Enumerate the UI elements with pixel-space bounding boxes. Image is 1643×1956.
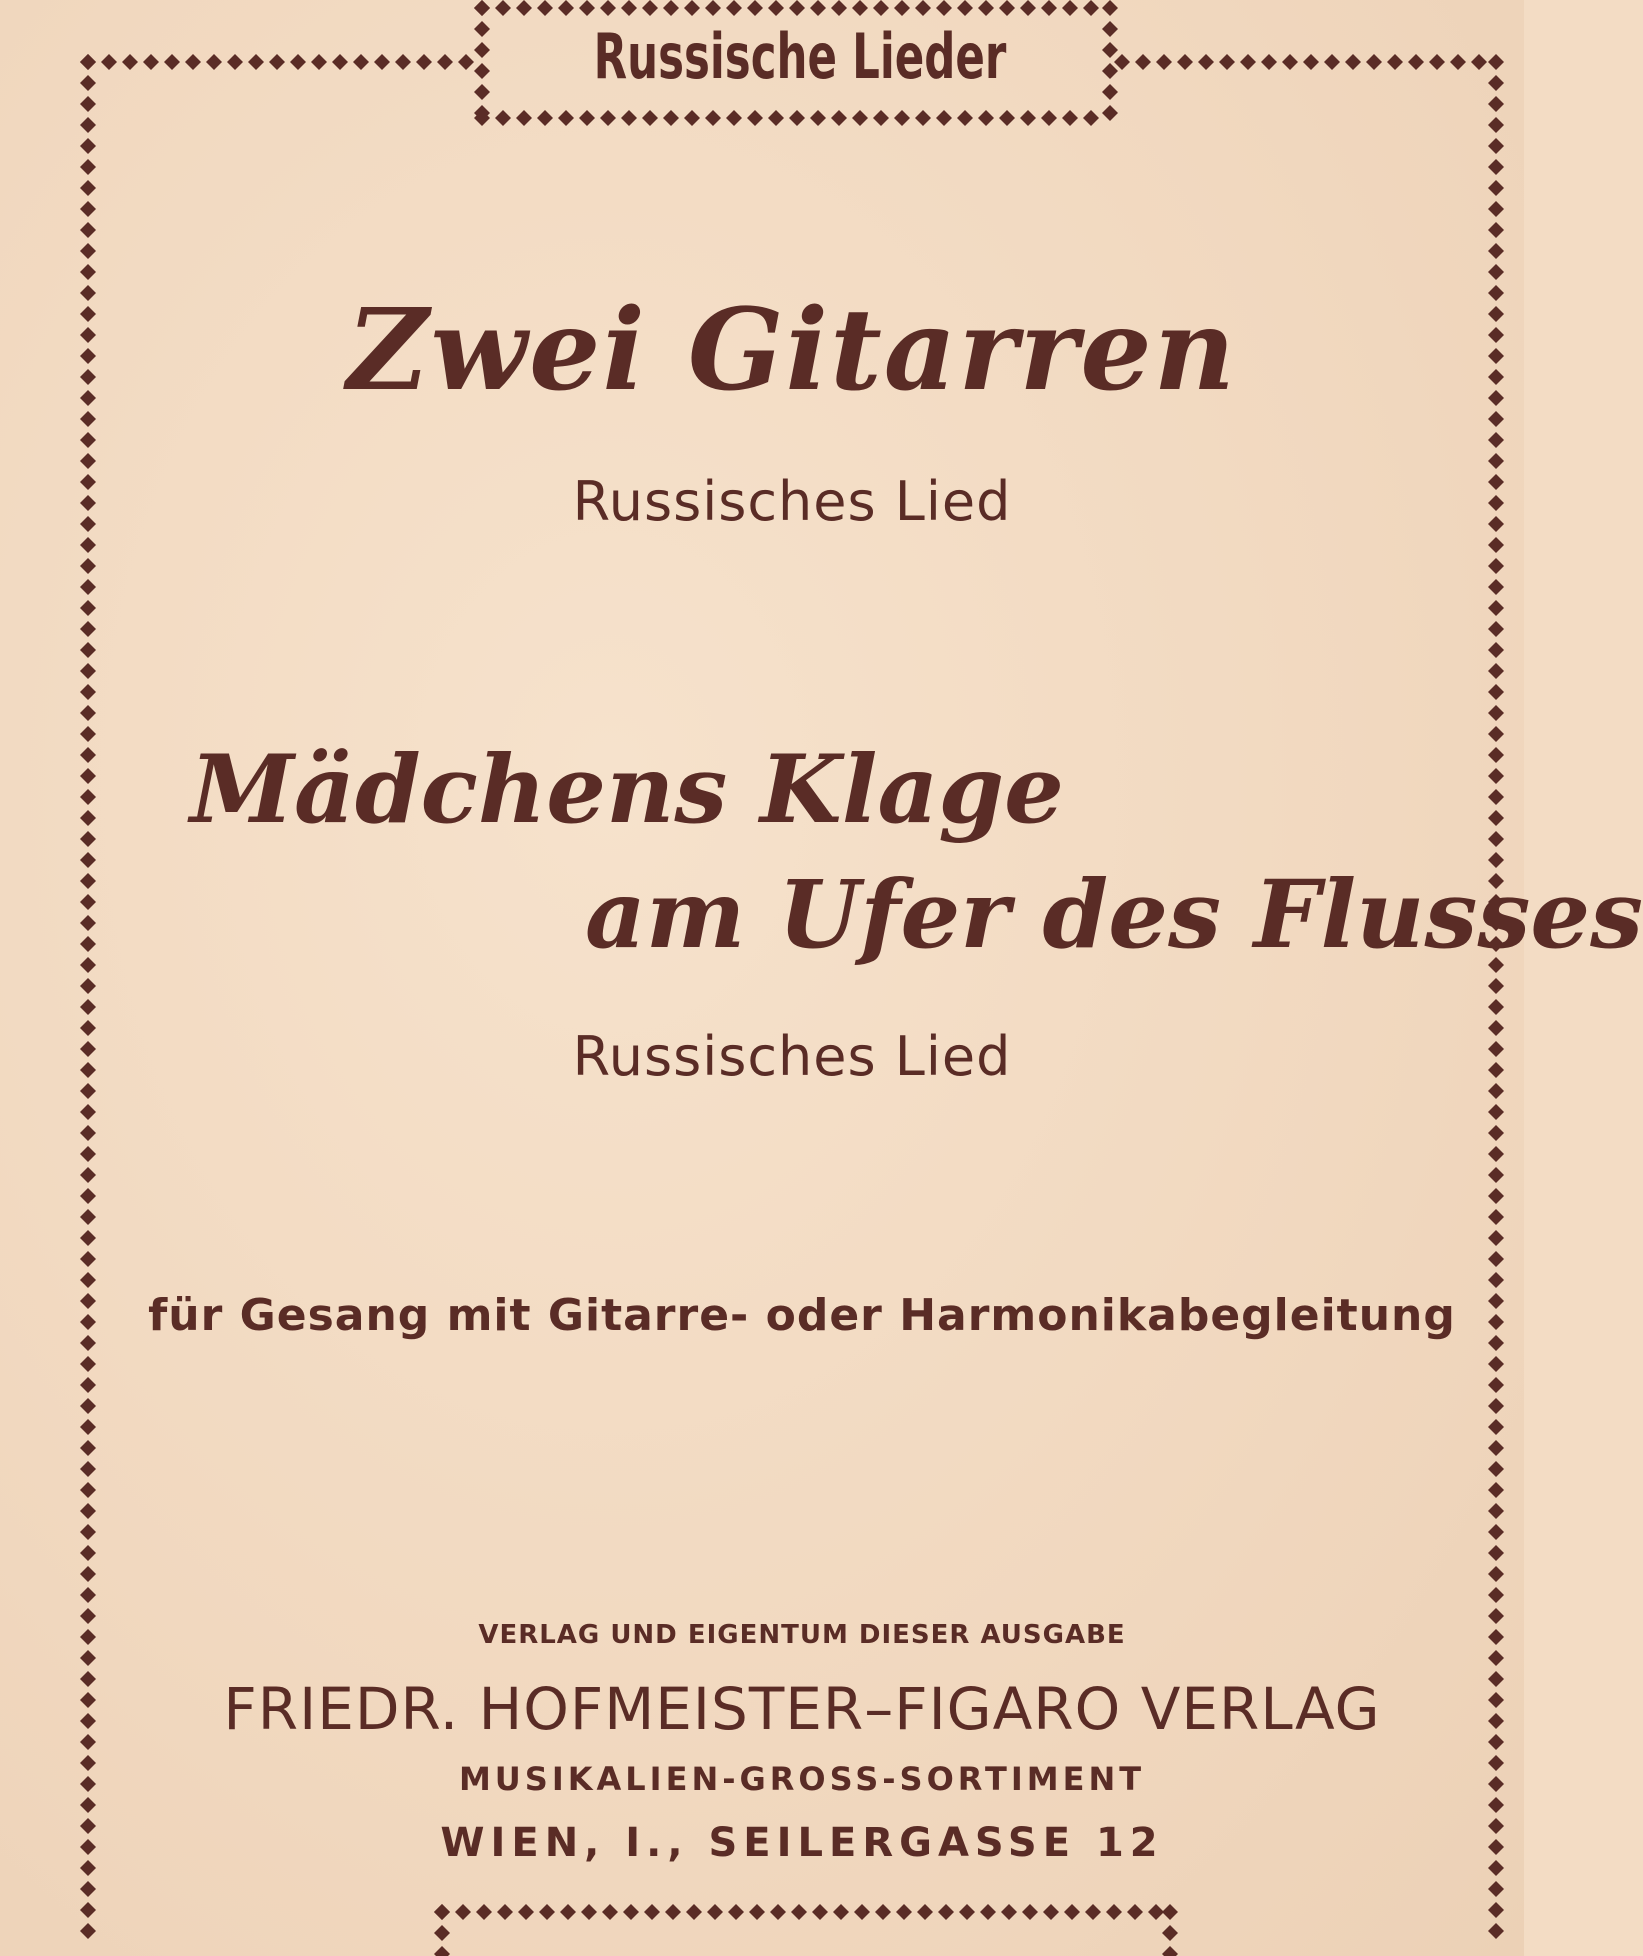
border-diamond bbox=[495, 110, 511, 126]
border-diamond bbox=[1102, 84, 1118, 100]
border-diamond bbox=[1219, 54, 1235, 70]
border-diamond bbox=[873, 110, 889, 126]
border-diamond bbox=[80, 978, 96, 994]
border-diamond bbox=[80, 642, 96, 658]
border-diamond bbox=[434, 1946, 450, 1956]
border-diamond bbox=[80, 957, 96, 973]
border-diamond bbox=[915, 0, 931, 16]
border-diamond bbox=[1387, 54, 1403, 70]
border-diamond bbox=[80, 1356, 96, 1372]
border-diamond bbox=[1488, 1881, 1504, 1897]
border-diamond bbox=[474, 84, 490, 100]
border-diamond bbox=[80, 810, 96, 826]
border-diamond bbox=[1020, 110, 1036, 126]
border-diamond bbox=[374, 54, 390, 70]
border-diamond bbox=[1102, 21, 1118, 37]
border-diamond bbox=[474, 42, 490, 58]
border-diamond bbox=[1488, 1209, 1504, 1225]
border-diamond bbox=[789, 110, 805, 126]
border-diamond bbox=[80, 180, 96, 196]
border-diamond bbox=[810, 0, 826, 16]
border-diamond bbox=[1488, 705, 1504, 721]
border-diamond bbox=[80, 894, 96, 910]
border-diamond bbox=[1488, 1482, 1504, 1498]
border-diamond bbox=[332, 54, 348, 70]
border-diamond bbox=[395, 54, 411, 70]
border-diamond bbox=[621, 110, 637, 126]
border-diamond bbox=[80, 579, 96, 595]
border-diamond bbox=[1488, 1230, 1504, 1246]
border-diamond bbox=[1022, 1904, 1038, 1920]
border-diamond bbox=[1488, 243, 1504, 259]
border-diamond bbox=[705, 110, 721, 126]
border-diamond bbox=[1041, 110, 1057, 126]
border-diamond bbox=[1102, 63, 1118, 79]
border-diamond bbox=[1488, 159, 1504, 175]
border-diamond bbox=[80, 1587, 96, 1603]
border-diamond bbox=[80, 663, 96, 679]
border-diamond bbox=[80, 201, 96, 217]
border-diamond bbox=[644, 1904, 660, 1920]
border-diamond bbox=[1429, 54, 1445, 70]
publisher-address: WIEN, I., SEILERGASSE 12 bbox=[440, 1820, 1164, 1866]
border-diamond bbox=[1345, 54, 1361, 70]
border-diamond bbox=[768, 0, 784, 16]
border-diamond bbox=[1488, 1923, 1504, 1939]
border-diamond bbox=[434, 1925, 450, 1941]
border-diamond bbox=[537, 0, 553, 16]
border-diamond bbox=[1162, 1925, 1178, 1941]
border-diamond bbox=[959, 1904, 975, 1920]
border-diamond bbox=[80, 1251, 96, 1267]
border-diamond bbox=[1488, 1356, 1504, 1372]
border-diamond bbox=[248, 54, 264, 70]
border-diamond bbox=[1488, 432, 1504, 448]
border-diamond bbox=[80, 789, 96, 805]
border-diamond bbox=[474, 0, 490, 16]
border-diamond bbox=[581, 1904, 597, 1920]
border-diamond bbox=[1106, 1904, 1122, 1920]
border-diamond bbox=[1083, 110, 1099, 126]
border-diamond bbox=[1488, 1251, 1504, 1267]
border-diamond bbox=[1488, 1503, 1504, 1519]
border-diamond bbox=[1162, 1904, 1178, 1920]
border-diamond bbox=[1261, 54, 1277, 70]
border-diamond bbox=[875, 1904, 891, 1920]
publisher-assortment: MUSIKALIEN-GROSS-SORTIMENT bbox=[458, 1760, 1146, 1798]
border-diamond bbox=[665, 1904, 681, 1920]
border-diamond bbox=[80, 1104, 96, 1120]
border-diamond bbox=[1488, 1104, 1504, 1120]
border-diamond bbox=[558, 110, 574, 126]
accompaniment-note: für Gesang mit Gitarre- oder Harmonikabegleitung bbox=[148, 1290, 1456, 1341]
border-diamond bbox=[1043, 1904, 1059, 1920]
border-diamond bbox=[602, 1904, 618, 1920]
border-diamond bbox=[852, 0, 868, 16]
border-diamond bbox=[728, 1904, 744, 1920]
border-diamond bbox=[1127, 1904, 1143, 1920]
border-diamond bbox=[80, 1188, 96, 1204]
border-diamond bbox=[1488, 264, 1504, 280]
border-diamond bbox=[1062, 0, 1078, 16]
border-diamond bbox=[999, 0, 1015, 16]
border-diamond bbox=[810, 110, 826, 126]
border-diamond bbox=[1062, 110, 1078, 126]
border-diamond bbox=[1488, 1398, 1504, 1414]
border-diamond bbox=[80, 75, 96, 91]
border-diamond bbox=[1156, 54, 1172, 70]
border-diamond bbox=[894, 0, 910, 16]
border-diamond bbox=[80, 915, 96, 931]
border-diamond bbox=[749, 1904, 765, 1920]
border-diamond bbox=[1488, 1461, 1504, 1477]
border-diamond bbox=[747, 110, 763, 126]
border-diamond bbox=[516, 0, 532, 16]
border-diamond bbox=[1488, 579, 1504, 595]
border-diamond bbox=[1488, 1125, 1504, 1141]
border-diamond bbox=[852, 110, 868, 126]
border-diamond bbox=[80, 138, 96, 154]
border-diamond bbox=[1488, 138, 1504, 154]
border-diamond bbox=[1408, 54, 1424, 70]
border-diamond bbox=[1488, 642, 1504, 658]
border-diamond bbox=[416, 54, 432, 70]
border-diamond bbox=[684, 110, 700, 126]
border-diamond bbox=[455, 1904, 471, 1920]
border-diamond bbox=[80, 1566, 96, 1582]
border-diamond bbox=[143, 54, 159, 70]
border-diamond bbox=[80, 936, 96, 952]
border-diamond bbox=[1488, 1650, 1504, 1666]
border-diamond bbox=[80, 852, 96, 868]
border-diamond bbox=[560, 1904, 576, 1920]
border-diamond bbox=[311, 54, 327, 70]
border-diamond bbox=[101, 54, 117, 70]
border-diamond bbox=[80, 432, 96, 448]
border-diamond bbox=[579, 110, 595, 126]
border-diamond bbox=[957, 110, 973, 126]
border-diamond bbox=[558, 0, 574, 16]
border-diamond bbox=[80, 726, 96, 742]
border-diamond bbox=[80, 222, 96, 238]
border-diamond bbox=[1282, 54, 1298, 70]
border-diamond bbox=[1488, 96, 1504, 112]
publisher-name: FRIEDR. HOFMEISTER–FIGARO VERLAG bbox=[223, 1675, 1381, 1743]
border-diamond bbox=[980, 1904, 996, 1920]
border-diamond bbox=[80, 600, 96, 616]
border-diamond bbox=[978, 0, 994, 16]
border-diamond bbox=[80, 705, 96, 721]
border-diamond bbox=[1488, 1167, 1504, 1183]
border-diamond bbox=[726, 110, 742, 126]
border-diamond bbox=[831, 110, 847, 126]
border-diamond bbox=[663, 0, 679, 16]
border-diamond bbox=[999, 110, 1015, 126]
border-diamond bbox=[80, 537, 96, 553]
series-title: Russische Lieder bbox=[593, 20, 1007, 93]
border-diamond bbox=[474, 21, 490, 37]
border-diamond bbox=[726, 0, 742, 16]
border-diamond bbox=[978, 110, 994, 126]
border-diamond bbox=[1488, 621, 1504, 637]
border-diamond bbox=[1488, 999, 1504, 1015]
border-diamond bbox=[80, 1230, 96, 1246]
border-diamond bbox=[80, 1923, 96, 1939]
border-diamond bbox=[938, 1904, 954, 1920]
border-diamond bbox=[1488, 117, 1504, 133]
border-diamond bbox=[80, 1272, 96, 1288]
border-diamond bbox=[80, 747, 96, 763]
border-diamond bbox=[623, 1904, 639, 1920]
border-diamond bbox=[1102, 42, 1118, 58]
border-diamond bbox=[1102, 0, 1118, 16]
border-diamond bbox=[80, 1482, 96, 1498]
border-diamond bbox=[663, 110, 679, 126]
border-diamond bbox=[164, 54, 180, 70]
border-diamond bbox=[1177, 54, 1193, 70]
border-diamond bbox=[80, 1503, 96, 1519]
border-diamond bbox=[1488, 1545, 1504, 1561]
border-diamond bbox=[227, 54, 243, 70]
border-diamond bbox=[434, 1904, 450, 1920]
border-diamond bbox=[437, 54, 453, 70]
border-diamond bbox=[686, 1904, 702, 1920]
border-diamond bbox=[917, 1904, 933, 1920]
border-diamond bbox=[936, 0, 952, 16]
song2-title-line2: am Ufer des Flusses bbox=[585, 860, 1643, 970]
border-diamond bbox=[1488, 726, 1504, 742]
border-diamond bbox=[1488, 1797, 1504, 1813]
border-diamond bbox=[80, 999, 96, 1015]
border-diamond bbox=[854, 1904, 870, 1920]
border-diamond bbox=[1488, 684, 1504, 700]
border-diamond bbox=[495, 0, 511, 16]
border-diamond bbox=[1085, 1904, 1101, 1920]
border-diamond bbox=[705, 0, 721, 16]
border-diamond bbox=[915, 110, 931, 126]
border-diamond bbox=[80, 873, 96, 889]
song1-subtitle: Russisches Lied bbox=[572, 470, 1012, 533]
border-diamond bbox=[1488, 600, 1504, 616]
publisher-rights: VERLAG UND EIGENTUM DIESER AUSGABE bbox=[478, 1620, 1126, 1650]
border-diamond bbox=[1488, 1902, 1504, 1918]
border-diamond bbox=[1488, 201, 1504, 217]
border-diamond bbox=[642, 0, 658, 16]
border-diamond bbox=[80, 243, 96, 259]
border-diamond bbox=[831, 0, 847, 16]
border-diamond bbox=[1488, 453, 1504, 469]
border-diamond bbox=[458, 54, 474, 70]
song1-title: Zwei Gitarren bbox=[346, 285, 1238, 416]
border-diamond bbox=[1162, 1946, 1178, 1956]
border-diamond bbox=[80, 159, 96, 175]
border-diamond bbox=[497, 1904, 513, 1920]
border-diamond bbox=[1198, 54, 1214, 70]
border-diamond bbox=[1020, 0, 1036, 16]
border-diamond bbox=[80, 54, 96, 70]
border-diamond bbox=[1303, 54, 1319, 70]
border-diamond bbox=[600, 0, 616, 16]
border-diamond bbox=[518, 1904, 534, 1920]
song2-subtitle: Russisches Lied bbox=[572, 1025, 1012, 1088]
border-diamond bbox=[957, 0, 973, 16]
border-diamond bbox=[80, 1209, 96, 1225]
border-diamond bbox=[80, 1419, 96, 1435]
border-diamond bbox=[1240, 54, 1256, 70]
border-diamond bbox=[1450, 54, 1466, 70]
border-diamond bbox=[80, 1146, 96, 1162]
border-diamond bbox=[1488, 810, 1504, 826]
border-diamond bbox=[80, 1650, 96, 1666]
border-diamond bbox=[684, 0, 700, 16]
border-diamond bbox=[936, 110, 952, 126]
border-diamond bbox=[1488, 222, 1504, 238]
border-diamond bbox=[80, 117, 96, 133]
border-diamond bbox=[1488, 1440, 1504, 1456]
border-diamond bbox=[80, 1797, 96, 1813]
border-diamond bbox=[80, 1881, 96, 1897]
border-diamond bbox=[707, 1904, 723, 1920]
border-diamond bbox=[1488, 75, 1504, 91]
border-diamond bbox=[122, 54, 138, 70]
border-diamond bbox=[1114, 54, 1130, 70]
border-diamond bbox=[789, 0, 805, 16]
border-diamond bbox=[1488, 180, 1504, 196]
border-diamond bbox=[896, 1904, 912, 1920]
border-diamond bbox=[642, 110, 658, 126]
border-diamond bbox=[80, 684, 96, 700]
border-diamond bbox=[80, 1398, 96, 1414]
border-diamond bbox=[747, 0, 763, 16]
border-diamond bbox=[80, 1524, 96, 1540]
border-diamond bbox=[80, 96, 96, 112]
border-diamond bbox=[833, 1904, 849, 1920]
border-diamond bbox=[1135, 54, 1151, 70]
border-diamond bbox=[1488, 558, 1504, 574]
border-diamond bbox=[894, 110, 910, 126]
border-diamond bbox=[206, 54, 222, 70]
border-diamond bbox=[812, 1904, 828, 1920]
border-diamond bbox=[1488, 1566, 1504, 1582]
border-diamond bbox=[1488, 978, 1504, 994]
border-diamond bbox=[1488, 1419, 1504, 1435]
border-diamond bbox=[80, 621, 96, 637]
border-diamond bbox=[80, 1545, 96, 1561]
border-diamond bbox=[1488, 747, 1504, 763]
border-diamond bbox=[1064, 1904, 1080, 1920]
border-diamond bbox=[1488, 537, 1504, 553]
border-diamond bbox=[579, 0, 595, 16]
border-diamond bbox=[516, 110, 532, 126]
border-diamond bbox=[80, 1440, 96, 1456]
border-diamond bbox=[1488, 54, 1504, 70]
border-diamond bbox=[1324, 54, 1340, 70]
border-diamond bbox=[873, 0, 889, 16]
border-diamond bbox=[537, 110, 553, 126]
border-diamond bbox=[80, 1461, 96, 1477]
border-diamond bbox=[353, 54, 369, 70]
border-diamond bbox=[1083, 0, 1099, 16]
border-diamond bbox=[476, 1904, 492, 1920]
border-diamond bbox=[1102, 105, 1118, 121]
border-diamond bbox=[1488, 1272, 1504, 1288]
border-diamond bbox=[1471, 54, 1487, 70]
border-diamond bbox=[80, 264, 96, 280]
border-diamond bbox=[80, 558, 96, 574]
border-diamond bbox=[290, 54, 306, 70]
border-diamond bbox=[1488, 1188, 1504, 1204]
border-diamond bbox=[269, 54, 285, 70]
border-diamond bbox=[1488, 789, 1504, 805]
border-diamond bbox=[80, 1167, 96, 1183]
border-diamond bbox=[1148, 1904, 1164, 1920]
border-diamond bbox=[1366, 54, 1382, 70]
border-diamond bbox=[80, 1125, 96, 1141]
border-diamond bbox=[1488, 831, 1504, 847]
border-diamond bbox=[1488, 1146, 1504, 1162]
border-diamond bbox=[1488, 1524, 1504, 1540]
border-diamond bbox=[768, 110, 784, 126]
border-diamond bbox=[80, 831, 96, 847]
border-diamond bbox=[621, 0, 637, 16]
border-diamond bbox=[80, 453, 96, 469]
border-diamond bbox=[1001, 1904, 1017, 1920]
border-diamond bbox=[1488, 1587, 1504, 1603]
border-diamond bbox=[791, 1904, 807, 1920]
border-diamond bbox=[185, 54, 201, 70]
border-diamond bbox=[474, 63, 490, 79]
border-diamond bbox=[770, 1904, 786, 1920]
border-diamond bbox=[1041, 0, 1057, 16]
border-diamond bbox=[600, 110, 616, 126]
border-diamond bbox=[80, 1377, 96, 1393]
border-diamond bbox=[80, 768, 96, 784]
song2-title-line1: Mädchens Klage bbox=[190, 735, 1064, 845]
border-diamond bbox=[1488, 1377, 1504, 1393]
border-diamond bbox=[80, 1902, 96, 1918]
border-diamond bbox=[539, 1904, 555, 1920]
border-diamond bbox=[1488, 663, 1504, 679]
border-diamond bbox=[1488, 768, 1504, 784]
